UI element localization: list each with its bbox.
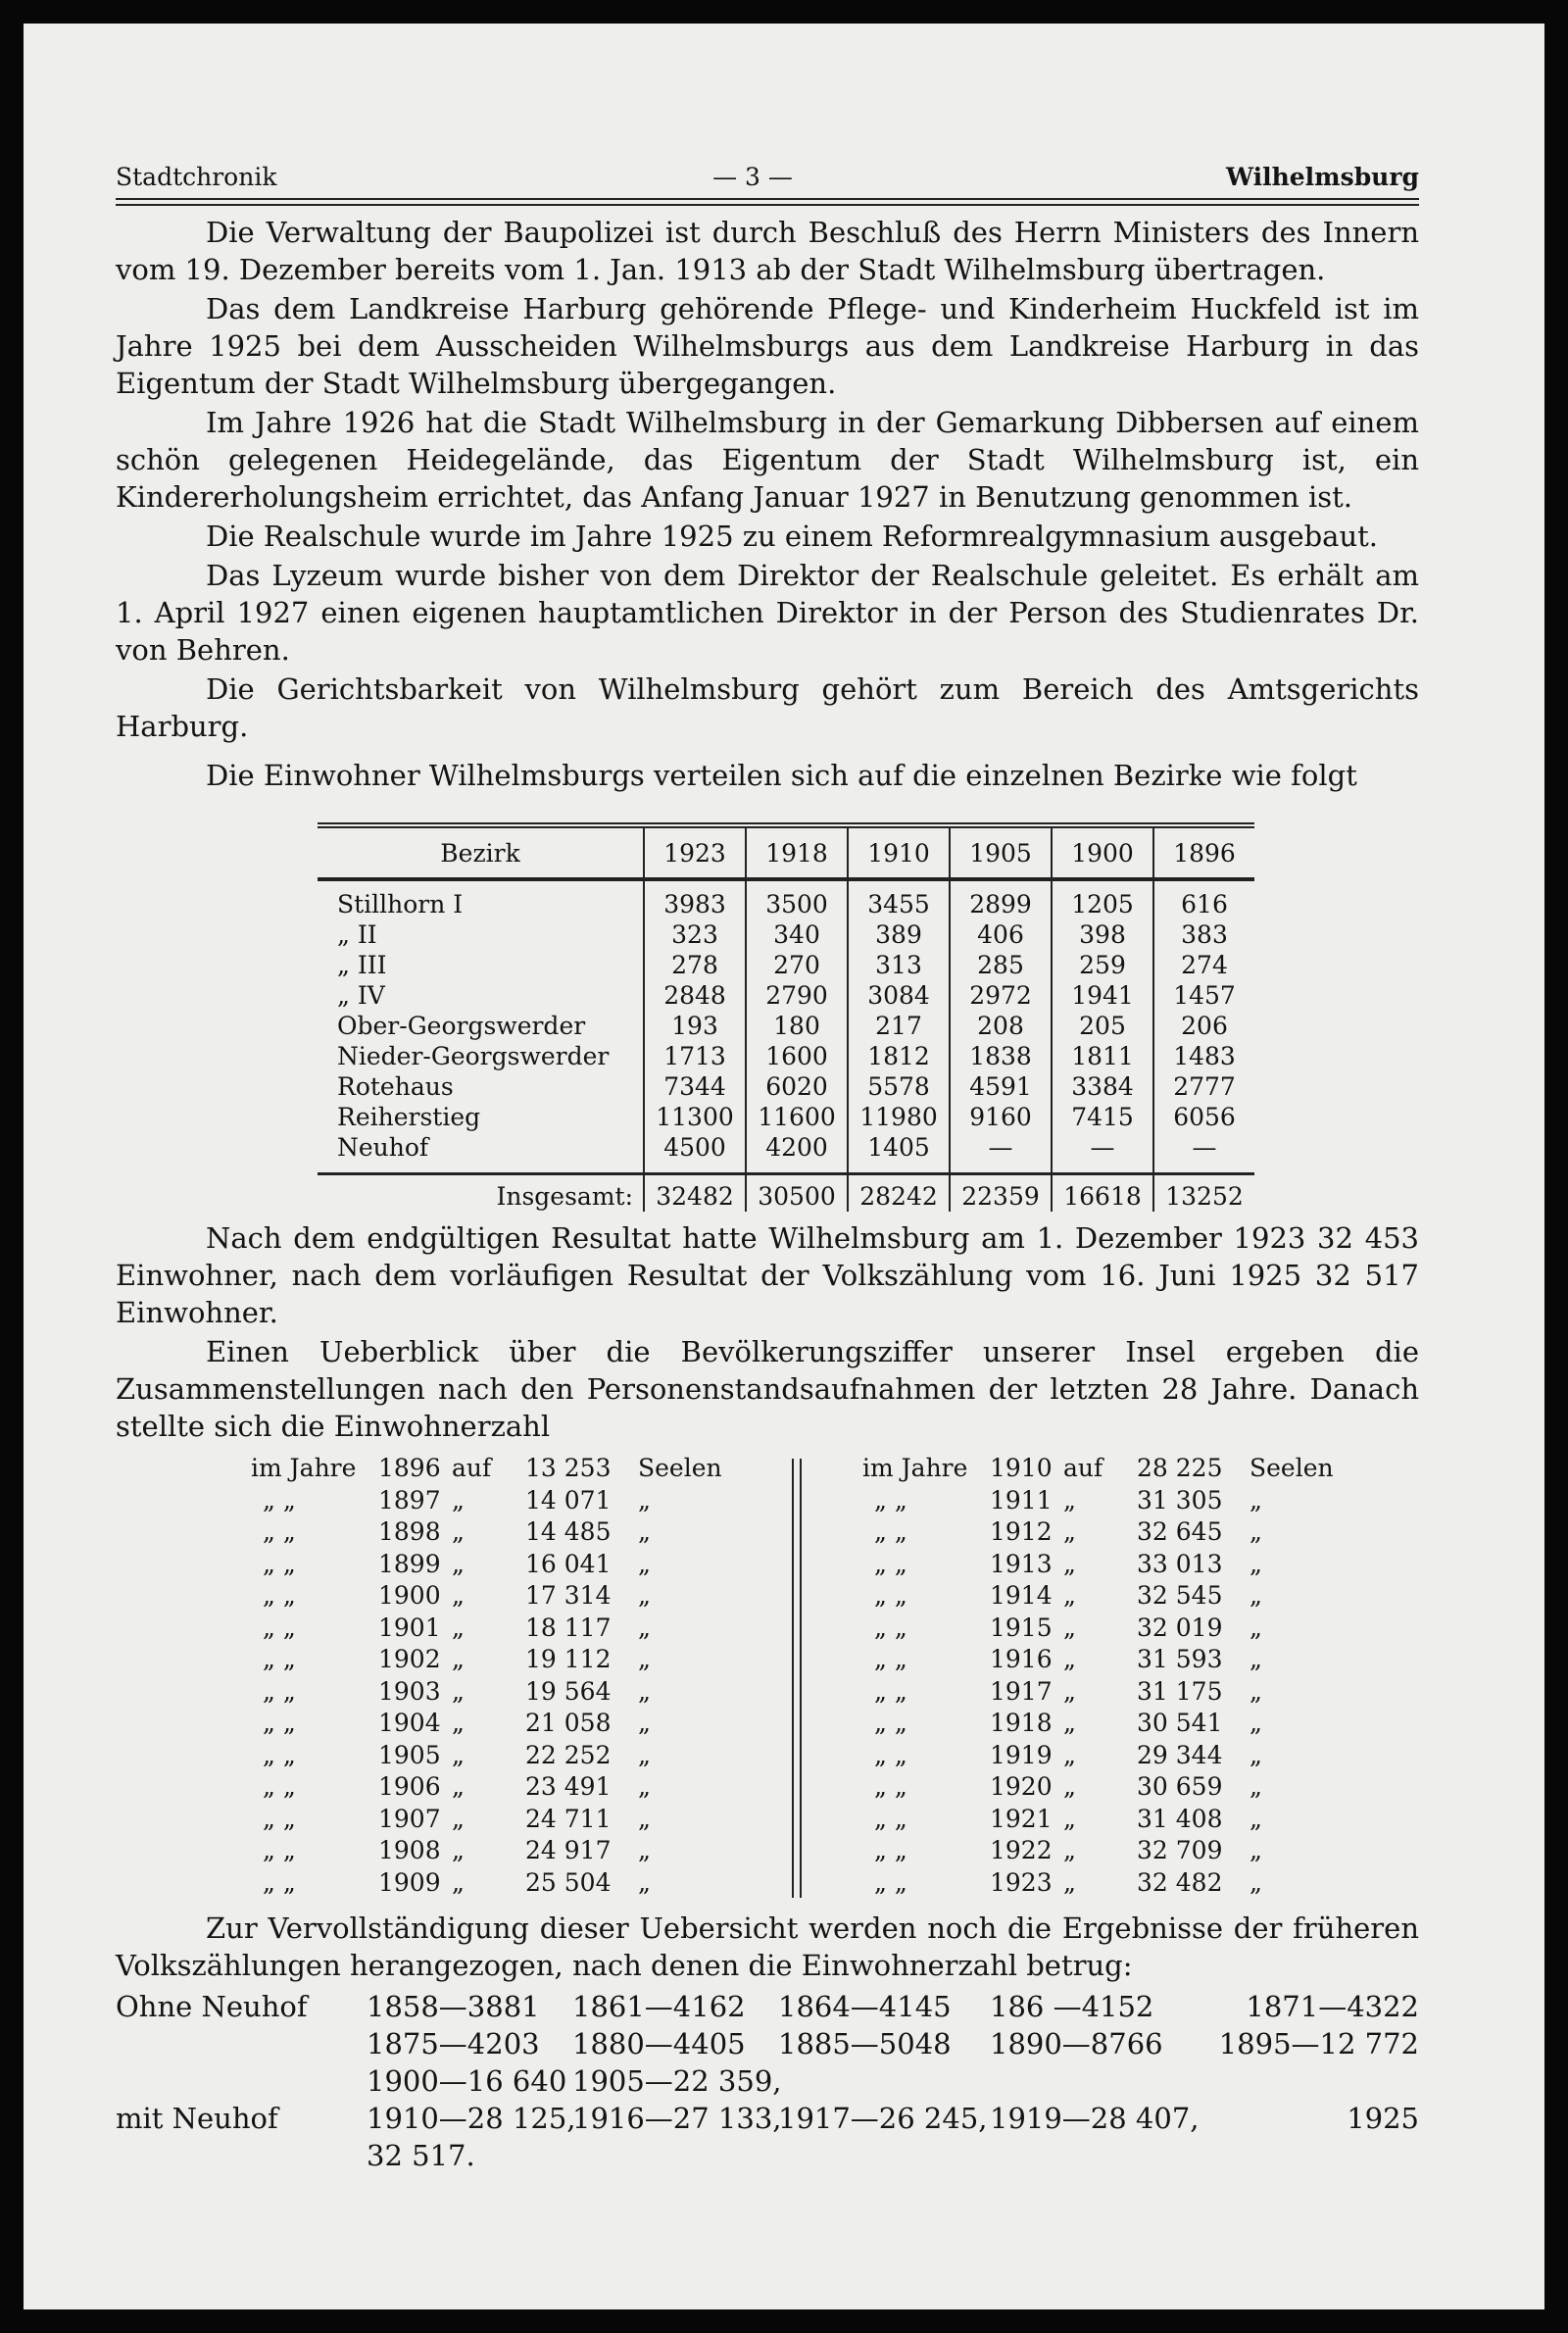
district-name: „ IV	[337, 981, 385, 1010]
year-field: im Jahre	[251, 1454, 357, 1482]
table-cell: 193	[644, 1011, 746, 1041]
census-value: 32 517.	[367, 2139, 475, 2172]
year-field: im Jahre	[862, 1454, 968, 1482]
year-field: „	[1250, 1772, 1262, 1801]
year-field: „	[1063, 1645, 1076, 1673]
table-cell: 3384	[1052, 1071, 1153, 1102]
table-cell: 4591	[950, 1071, 1052, 1102]
year-field: 23 491	[525, 1772, 612, 1801]
district-name: Rotehaus	[337, 1072, 454, 1101]
paragraph: Die Gerichtsbarkeit von Wilhelmsburg gehört zum Bereich des Amtsgerichts Harburg.	[116, 672, 1419, 743]
table-cell: 217	[848, 1011, 950, 1041]
total-label: Insgesamt:	[496, 1182, 633, 1211]
year-field: „ „	[263, 1581, 296, 1610]
year-field: 32 545	[1137, 1581, 1223, 1610]
year-field: 29 344	[1137, 1740, 1223, 1769]
year-field: 1920	[990, 1772, 1053, 1801]
table-row	[318, 950, 1254, 980]
year-field: 1902	[378, 1645, 441, 1673]
year-field: 31 305	[1137, 1485, 1223, 1514]
year-field: „	[1250, 1613, 1262, 1642]
year-field: „	[452, 1867, 465, 1897]
table-row	[318, 1102, 1254, 1132]
year-field: „	[1063, 1836, 1076, 1864]
table-cell: 180	[746, 1011, 848, 1041]
year-field: „	[452, 1676, 465, 1706]
year-field: 18 117	[525, 1613, 612, 1642]
year-field: „	[1063, 1581, 1076, 1610]
census-value: 1910—28 125,	[367, 2102, 576, 2135]
year-field: 1906	[378, 1772, 441, 1801]
paragraph: Die Verwaltung der Baupolizei ist durch Beschluß des Herrn Ministers des Innern vom 19. Dezember bereits vom 1. Jan. 1913 ab der Stadt Wilhelmsburg übertragen.	[116, 216, 1419, 286]
year-field: 1908	[378, 1836, 441, 1864]
year-field: 32 709	[1137, 1836, 1223, 1864]
year-field: „	[1250, 1804, 1262, 1833]
year-field: „	[1250, 1645, 1262, 1673]
year-field: „ „	[874, 1645, 907, 1673]
year-field: „	[452, 1645, 465, 1673]
year-field: 1914	[990, 1581, 1053, 1610]
year-field: 1919	[990, 1740, 1053, 1769]
year-field: „	[452, 1709, 465, 1737]
table-cell: 3983	[644, 879, 746, 919]
year-field: 1910	[990, 1454, 1053, 1482]
table-cell: 2899	[950, 879, 1052, 919]
census-value: 1890—8766	[990, 2027, 1163, 2060]
total-cell: 30500	[746, 1174, 848, 1213]
year-field: „	[1063, 1804, 1076, 1833]
year-field: 1922	[990, 1836, 1053, 1864]
year-field: „ „	[874, 1549, 907, 1578]
year-field: 1896	[378, 1454, 441, 1482]
table-cell: 1812	[848, 1041, 950, 1071]
column-header: 1905	[950, 825, 1052, 879]
census-value: 1875—4203	[367, 2027, 540, 2060]
district-name: „ III	[337, 951, 387, 979]
table-cell: 5578	[848, 1071, 950, 1102]
year-field: „	[1063, 1740, 1076, 1769]
total-cell: 28242	[848, 1174, 950, 1213]
table-cell: 205	[1052, 1011, 1153, 1041]
census-line	[116, 1988, 1419, 2025]
table-cell: 389	[848, 919, 950, 950]
table-cell: 2777	[1153, 1071, 1254, 1102]
district-name: Neuhof	[318, 1132, 644, 1174]
table-cell: 7344	[644, 1071, 746, 1102]
table-cell: 3500	[746, 879, 848, 919]
year-field: auf	[1063, 1454, 1103, 1482]
census-value: 1864—4145	[778, 1990, 952, 2023]
header-right: Wilhelmsburg	[1225, 163, 1419, 191]
table-cell: 4200	[746, 1132, 848, 1174]
year-field: 33 013	[1137, 1549, 1223, 1578]
paragraph: Einen Ueberblick über die Bevölkerungsziffer unserer Insel ergeben die Zusammenstellungen nach den Personenstandsaufnahmen der letzten 28 Jahre. Danach stellte sich die Einwohnerzahl	[116, 1335, 1419, 1443]
yearly-population-list	[116, 1453, 1419, 1910]
year-field: 1899	[378, 1549, 441, 1578]
year-field: „	[1063, 1549, 1076, 1578]
column-header: 1923	[644, 825, 746, 879]
table-row	[318, 1132, 1254, 1174]
total-cell: 16618	[1052, 1174, 1153, 1213]
table-cell: 1941	[1052, 980, 1153, 1011]
year-field: Seelen	[638, 1454, 722, 1482]
year-field: 24 917	[525, 1836, 612, 1864]
table-cell: 383	[1153, 919, 1254, 950]
table-cell: —	[1052, 1132, 1153, 1174]
year-field: „	[638, 1867, 651, 1897]
year-field: „	[1250, 1836, 1262, 1864]
table-cell: 270	[746, 950, 848, 980]
year-field: „	[1063, 1867, 1076, 1897]
column-divider	[792, 1459, 802, 1898]
year-field: „	[638, 1676, 651, 1706]
year-field: „	[1250, 1740, 1262, 1769]
year-field: 28 225	[1137, 1454, 1223, 1482]
table-cell: 208	[950, 1011, 1052, 1041]
year-field: „	[1063, 1772, 1076, 1801]
district-name: Ober-Georgswerder	[337, 1012, 586, 1040]
year-field: „	[1063, 1485, 1076, 1514]
census-line	[116, 2025, 1419, 2062]
year-field: „ „	[263, 1709, 296, 1737]
paragraph: Nach dem endgültigen Resultat hatte Wilhelmsburg am 1. Dezember 1923 32 453 Einwohner, nach dem vorläufigen Resultat der Volkszählung vom 16. Juni 1925 32 517 Einwohner.	[116, 1221, 1419, 1329]
year-field: 22 252	[525, 1740, 612, 1769]
year-field: „	[452, 1517, 465, 1546]
table-cell: 274	[1153, 950, 1254, 980]
year-field: „ „	[874, 1836, 907, 1864]
year-field: „	[452, 1804, 465, 1833]
paragraph: Die Realschule wurde im Jahre 1925 zu einem Reformrealgymnasium ausgebaut.	[206, 520, 1379, 553]
year-field: „ „	[263, 1613, 296, 1642]
year-field: „	[1250, 1709, 1262, 1737]
table-cell: 9160	[950, 1102, 1052, 1132]
year-field: 1911	[990, 1485, 1053, 1514]
table-cell: 1713	[644, 1041, 746, 1071]
census-value: 1905—22 359,	[572, 2064, 782, 2098]
year-field: „ „	[874, 1804, 907, 1833]
year-field: 13 253	[525, 1454, 612, 1482]
year-field: 1916	[990, 1645, 1053, 1673]
year-field: „	[1063, 1709, 1076, 1737]
table-row	[318, 980, 1254, 1011]
census-value: 1871—4322	[1246, 1990, 1419, 2023]
year-field: 14 071	[525, 1485, 612, 1514]
year-field: 32 019	[1137, 1613, 1223, 1642]
year-field: „ „	[263, 1485, 296, 1514]
year-field: „	[1250, 1549, 1262, 1578]
census-label: Ohne Neuhof	[116, 1990, 308, 2023]
year-field: „	[452, 1740, 465, 1769]
table-cell: 206	[1153, 1011, 1254, 1041]
year-field: 31 593	[1137, 1645, 1223, 1673]
census-value: 186 —4152	[990, 1990, 1154, 2023]
table-cell: 2790	[746, 980, 848, 1011]
year-field: 1913	[990, 1549, 1053, 1578]
year-field: 19 112	[525, 1645, 612, 1673]
year-field: „ „	[874, 1709, 907, 1737]
table-cell: 285	[950, 950, 1052, 980]
table-cell: 1811	[1052, 1041, 1153, 1071]
column-header: 1900	[1052, 825, 1153, 879]
total-cell: 13252	[1153, 1174, 1254, 1213]
year-field: „ „	[874, 1485, 907, 1514]
total-cell: 22359	[950, 1174, 1052, 1213]
column-header: Bezirk	[318, 825, 644, 879]
district-name: Stillhorn I	[337, 890, 464, 918]
year-field: 30 659	[1137, 1772, 1223, 1801]
table-row	[318, 1011, 1254, 1041]
table-intro: Die Einwohner Wilhelmsburgs verteilen sich auf die einzelnen Bezirke wie folgt	[206, 759, 1357, 792]
year-field: „ „	[263, 1836, 296, 1864]
year-field: 31 175	[1137, 1676, 1223, 1706]
district-name: „ II	[337, 920, 377, 949]
year-field: „	[1250, 1485, 1262, 1514]
table-cell: 1205	[1052, 879, 1153, 919]
year-field: „ „	[874, 1581, 907, 1610]
year-field: 1915	[990, 1613, 1053, 1642]
year-field: 30 541	[1137, 1709, 1223, 1737]
table-cell: 323	[644, 919, 746, 950]
year-field: „	[638, 1485, 651, 1514]
table-cell: 11600	[746, 1102, 848, 1132]
table-cell: 1600	[746, 1041, 848, 1071]
table-cell: 1457	[1153, 980, 1254, 1011]
year-field: 1905	[378, 1740, 441, 1769]
year-field: „	[1250, 1581, 1262, 1610]
year-field: „	[638, 1804, 651, 1833]
year-field: „	[638, 1517, 651, 1546]
census-value: 1858—3881	[367, 1990, 540, 2023]
year-field: „	[452, 1613, 465, 1642]
census-history	[116, 1988, 1419, 2174]
paragraph: Das Lyzeum wurde bisher von dem Direktor der Realschule geleitet. Es erhält am 1. April 1927 einen eigenen hauptamtlichen Direktor in der Person des Studienrates Dr. von Behren.	[116, 559, 1419, 667]
year-field: „	[638, 1740, 651, 1769]
table-cell: 313	[848, 950, 950, 980]
table-cell: 1405	[848, 1132, 950, 1174]
census-value: 1916—27 133,	[572, 2102, 782, 2135]
census-line	[116, 2062, 1419, 2100]
year-field: 1904	[378, 1709, 441, 1737]
table-cell: —	[1153, 1132, 1254, 1174]
year-field: 1903	[378, 1676, 441, 1706]
page-number: — 3 —	[712, 163, 793, 191]
total-row	[318, 1174, 1254, 1213]
year-field: 1900	[378, 1581, 441, 1610]
year-field: „	[1250, 1867, 1262, 1897]
census-value: 1919—28 407,	[990, 2102, 1200, 2135]
year-field: „ „	[263, 1676, 296, 1706]
column-header: 1918	[746, 825, 848, 879]
census-value: 1925	[1347, 2102, 1419, 2135]
census-value: 1885—5048	[778, 2027, 952, 2060]
year-field: 14 485	[525, 1517, 612, 1546]
year-field: „ „	[874, 1613, 907, 1642]
document-body	[116, 159, 1419, 2174]
year-field: 1912	[990, 1517, 1053, 1546]
year-field: „ „	[874, 1867, 907, 1897]
year-field: „	[1250, 1517, 1262, 1546]
paragraph: Das dem Landkreise Harburg gehörende Pflege- und Kinderheim Huckfeld ist im Jahre 1925 bei dem Ausscheiden Wilhelmsburgs aus dem Landkreise Harburg in das Eigentum der Stadt Wilhelmsburg übergegangen.	[116, 292, 1419, 400]
year-field: „ „	[263, 1645, 296, 1673]
table-cell: 6020	[746, 1071, 848, 1102]
year-field: „ „	[263, 1867, 296, 1897]
year-field: „ „	[263, 1740, 296, 1769]
paragraph: Zur Vervollständigung dieser Uebersicht werden noch die Ergebnisse der früheren Volkszählungen herangezogen, nach denen die Einwohnerzahl betrug:	[116, 1911, 1419, 1982]
table-cell: 616	[1153, 879, 1254, 919]
year-field: „	[638, 1613, 651, 1642]
table-cell: 4500	[644, 1132, 746, 1174]
census-value: 1917—26 245,	[778, 2102, 988, 2135]
year-field: 32 482	[1137, 1867, 1223, 1897]
table-cell: 7415	[1052, 1102, 1153, 1132]
year-field: 32 645	[1137, 1517, 1223, 1546]
table-cell: 259	[1052, 950, 1153, 980]
year-field: „	[1250, 1676, 1262, 1706]
paragraph: Im Jahre 1926 hat die Stadt Wilhelmsburg in der Gemarkung Dibbersen auf einem schön gelegenen Heidegelände, das Eigentum der Stadt Wilhelmsburg ist, ein Kindererholungsheim errichtet, das Anfang Januar 1927 in Benutzung genommen ist.	[116, 406, 1419, 514]
table-row	[318, 879, 1254, 919]
year-field: „	[452, 1836, 465, 1864]
year-field: „ „	[874, 1740, 907, 1769]
year-field: „ „	[874, 1676, 907, 1706]
table-cell: 1483	[1153, 1041, 1254, 1071]
year-field: 17 314	[525, 1581, 612, 1610]
year-field: 16 041	[525, 1549, 612, 1578]
year-field: 1918	[990, 1709, 1053, 1737]
year-field: 1907	[378, 1804, 441, 1833]
year-field: 1921	[990, 1804, 1053, 1833]
table-cell: 2848	[644, 980, 746, 1011]
year-field: „ „	[263, 1549, 296, 1578]
table-cell: 3084	[848, 980, 950, 1011]
year-field: 19 564	[525, 1676, 612, 1706]
table-cell: 11980	[848, 1102, 950, 1132]
page-header	[116, 159, 1419, 194]
year-field: 1909	[378, 1867, 441, 1897]
table-row	[318, 1071, 1254, 1102]
district-name: Nieder-Georgswerder	[337, 1042, 610, 1070]
year-field: 1901	[378, 1613, 441, 1642]
year-field: 21 058	[525, 1709, 612, 1737]
year-field: „	[638, 1709, 651, 1737]
column-header: 1910	[848, 825, 950, 879]
district-name: Reiherstieg	[337, 1103, 481, 1131]
table-cell: 2972	[950, 980, 1052, 1011]
table-cell: 6056	[1153, 1102, 1254, 1132]
census-value: 1895—12 772	[1218, 2027, 1419, 2060]
table-row	[318, 919, 1254, 950]
table-cell: —	[950, 1132, 1052, 1174]
year-field: 1898	[378, 1517, 441, 1546]
header-rule	[116, 198, 1419, 206]
census-label: mit Neuhof	[116, 2102, 278, 2135]
year-field: „	[638, 1581, 651, 1610]
year-field: „	[452, 1485, 465, 1514]
year-field: „ „	[263, 1517, 296, 1546]
year-field: „	[638, 1549, 651, 1578]
header-left: Stadtchronik	[116, 163, 277, 191]
total-cell: 32482	[644, 1174, 746, 1213]
census-value: 1861—4162	[572, 1990, 746, 2023]
table-cell: 11300	[644, 1102, 746, 1132]
table-cell: 340	[746, 919, 848, 950]
census-line	[116, 2100, 1419, 2137]
page	[24, 24, 1544, 2309]
year-field: „	[452, 1772, 465, 1801]
year-field: auf	[452, 1454, 492, 1482]
table-body	[318, 879, 1254, 1212]
table-row	[318, 1041, 1254, 1071]
year-field: Seelen	[1250, 1454, 1334, 1482]
year-field: „	[452, 1581, 465, 1610]
year-field: „	[1063, 1613, 1076, 1642]
year-field: 31 408	[1137, 1804, 1223, 1833]
year-field: 1897	[378, 1485, 441, 1514]
year-field: 24 711	[525, 1804, 612, 1833]
year-field: „	[638, 1645, 651, 1673]
year-field: „ „	[263, 1772, 296, 1801]
table-cell: 3455	[848, 879, 950, 919]
table-cell: 1838	[950, 1041, 1052, 1071]
census-value: 1880—4405	[572, 2027, 746, 2060]
year-field: „	[1063, 1517, 1076, 1546]
table-cell: 406	[950, 919, 1052, 950]
year-field: „	[638, 1772, 651, 1801]
table-cell: 398	[1052, 919, 1153, 950]
year-field: „ „	[874, 1517, 907, 1546]
year-field: 1923	[990, 1867, 1053, 1897]
table-header-row	[318, 825, 1254, 879]
table-cell: 278	[644, 950, 746, 980]
year-field: „	[1063, 1676, 1076, 1706]
census-value: 1900—16 640	[367, 2064, 567, 2098]
year-field: „ „	[263, 1804, 296, 1833]
year-field: „	[452, 1549, 465, 1578]
year-field: 1917	[990, 1676, 1053, 1706]
census-line	[116, 2137, 1419, 2174]
year-field: „	[638, 1836, 651, 1864]
column-header: 1896	[1153, 825, 1254, 879]
district-table	[318, 822, 1254, 1212]
year-field: „ „	[874, 1772, 907, 1801]
year-field: 25 504	[525, 1867, 612, 1897]
